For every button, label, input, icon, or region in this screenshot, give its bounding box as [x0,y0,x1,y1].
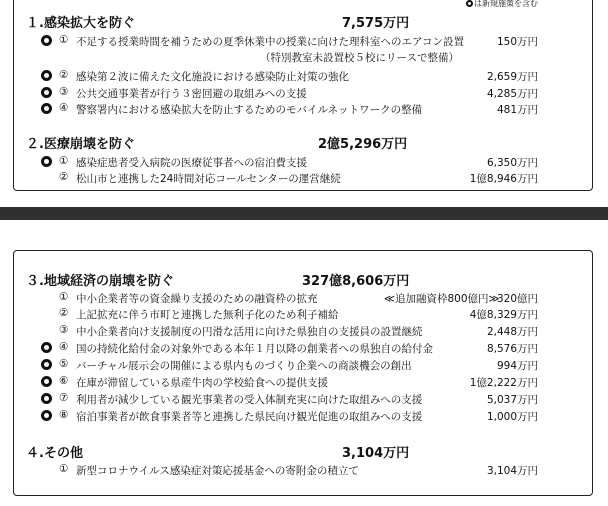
list-item [14,85,594,101]
list-item [14,391,594,407]
item-amount: 150万円 [496,36,538,48]
item-number: ③ [59,324,69,336]
item-text: 中小企業者等の資金繰り支援のための融資枠の拡充 [76,293,318,305]
item-note: ≪追加融資枠800億円≫ [384,293,500,305]
item-amount: 481万円 [496,104,538,116]
item-text: （特別教室未設置校５校にリースで整備） [260,52,459,64]
item-text: 松山市と連携した24時間対応コールセンターの運営継続 [76,173,341,185]
list-item [14,462,594,478]
item-text: 新型コロナウイルス感染症対策応援基金への寄附金の積立て [76,465,359,477]
item-text: 警察署内における感染拡大を防止するためのモバイルネットワークの整備 [76,104,423,116]
section-header-4 [14,440,594,460]
list-item [14,323,594,339]
item-text: 不足する授業時間を補うための夏季休業中の授業に向けた理科室へのエアコン設置 [76,36,464,48]
item-number: ① [59,463,69,475]
divider-band [0,207,608,220]
item-amount: 2,659万円 [486,71,538,83]
section-total: 7,575万円 [342,16,410,31]
new-policy-bullet-icon [41,70,52,81]
new-policy-bullet-icon [466,0,473,7]
list-item [14,68,594,84]
item-amount: 1億2,222万円 [469,377,538,389]
list-item [14,290,594,306]
bottom-panel [13,250,593,496]
new-policy-bullet-icon [41,376,52,387]
new-policy-bullet-icon [41,359,52,370]
item-text: バーチャル展示会の開催による県内ものづくり企業への商談機会の創出 [76,360,412,372]
item-number: ④ [59,341,69,353]
item-text: 中小企業者向け支援制度の円滑な活用に向けた県独自の支援員の設置継続 [76,326,423,338]
item-amount: 6,350万円 [486,157,538,169]
item-number: ⑥ [59,375,69,387]
item-text: 公共交通事業者が行う３密回避の取組みへの支援 [76,88,307,100]
list-item [14,408,594,424]
new-policy-bullet-icon [41,156,52,167]
item-amount: 1,000万円 [486,411,538,423]
section-total: 3,104万円 [342,446,410,461]
list-item [14,374,594,390]
new-policy-bullet-icon [41,87,52,98]
item-number: ② [59,307,69,319]
list-item [14,306,594,322]
item-text: 利用者が減少している観光事業者の受入体制充実に向けた取組みへの支援 [76,394,423,406]
item-amount: 320億円 [496,293,538,305]
list-item [14,340,594,356]
list-item [14,33,594,49]
section-title: ３.地域経済の崩壊を防ぐ [26,274,174,289]
section-title: ４.その他 [26,446,83,461]
item-number: ① [59,34,69,46]
top-panel [13,0,593,191]
list-item [14,101,594,117]
legend [466,0,538,9]
section-title: ２.医療崩壊を防ぐ [26,137,135,152]
item-number: ⑦ [59,392,69,404]
item-text: 上記拡充に伴う市町と連携した無利子化のため利子補給 [76,309,339,321]
new-policy-bullet-icon [41,393,52,404]
section-header-2 [14,131,594,151]
item-text: 感染第２波に備えた文化施設における感染防止対策の強化 [76,71,349,83]
list-item [14,357,594,373]
item-text: 宿泊事業者が飲食事業者等と連携した県民向け観光促進の取組みへの支援 [76,411,423,423]
item-number: ① [59,155,69,167]
list-item [14,154,594,170]
item-amount: 5,037万円 [486,394,538,406]
section-header-1 [14,10,594,30]
new-policy-bullet-icon [41,410,52,421]
item-number: ② [59,171,69,183]
list-item [14,170,594,186]
item-number: ② [59,69,69,81]
new-policy-bullet-icon [41,103,52,114]
section-title: １.感染拡大を防ぐ [26,16,135,31]
item-text: 国の持続化給付金の対象外である本年１月以降の創業者への県独自の給付金 [76,343,433,355]
item-amount: 8,576万円 [486,343,538,355]
section-header-3 [14,268,594,288]
item-number: ④ [59,102,69,114]
item-number: ③ [59,86,69,98]
item-number: ⑤ [59,358,69,370]
item-amount: 994万円 [496,360,538,372]
section-total: 2億5,296万円 [318,137,408,152]
item-number: ① [59,291,69,303]
item-number: ⑧ [59,409,69,421]
item-amount: 2,448万円 [486,326,538,338]
list-item [14,49,594,65]
item-amount: 1億8,946万円 [469,173,538,185]
item-text: 感染症患者受入病院の医療従事者への宿泊費支援 [76,157,307,169]
legend-text: は新規施策を含む [474,0,538,8]
new-policy-bullet-icon [41,35,52,46]
section-total: 327億8,606万円 [302,274,410,289]
item-text: 在庫が滞留している県産牛肉の学校給食への提供支援 [76,377,328,389]
item-amount: 4億8,329万円 [469,309,538,321]
item-amount: 4,285万円 [486,88,538,100]
new-policy-bullet-icon [41,342,52,353]
item-amount: 3,104万円 [486,465,538,477]
